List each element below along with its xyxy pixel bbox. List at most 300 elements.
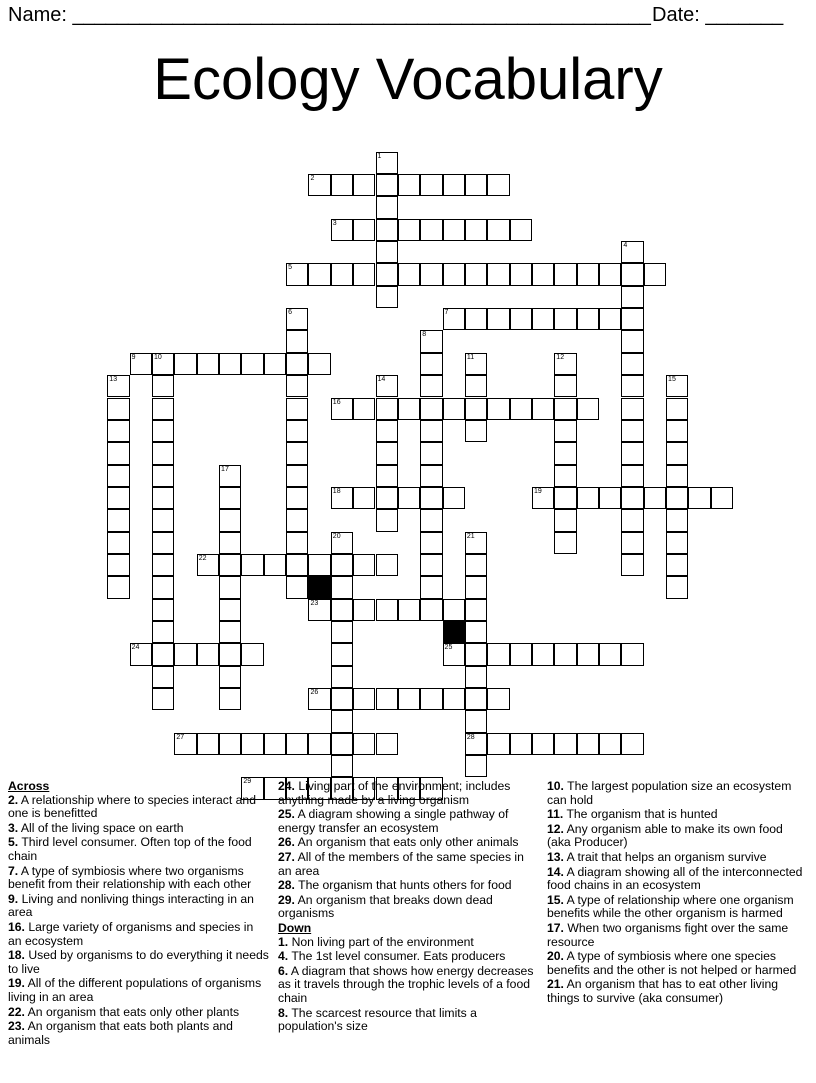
crossword-cell[interactable]	[219, 532, 241, 554]
crossword-cell[interactable]	[286, 263, 308, 285]
crossword-cell[interactable]	[353, 733, 375, 755]
clue-item-text: The organism that hunts others for food	[298, 878, 512, 893]
crossword-cell[interactable]	[666, 375, 688, 397]
crossword-cell[interactable]	[376, 465, 398, 487]
clue-item-number: 9.	[8, 891, 19, 906]
crossword-cell[interactable]	[487, 263, 509, 285]
crossword-cell[interactable]	[487, 398, 509, 420]
crossword-cell[interactable]	[420, 576, 442, 598]
crossword-cell[interactable]	[264, 733, 286, 755]
crossword-cell[interactable]	[286, 353, 308, 375]
crossword-cell[interactable]	[286, 487, 308, 509]
crossword-cell[interactable]	[599, 733, 621, 755]
crossword-cell[interactable]	[152, 666, 174, 688]
crossword-cell[interactable]	[174, 353, 196, 375]
crossword-cell[interactable]	[152, 487, 174, 509]
crossword-cell[interactable]	[152, 532, 174, 554]
clue-item-text: All of the members of the same species in an area	[278, 849, 524, 878]
crossword-cell[interactable]	[264, 353, 286, 375]
crossword-cell[interactable]	[376, 152, 398, 174]
crossword-cell[interactable]	[331, 755, 353, 777]
crossword-cell[interactable]	[621, 263, 643, 285]
crossword-cell[interactable]	[554, 398, 576, 420]
crossword-cell[interactable]	[554, 487, 576, 509]
crossword-cell[interactable]	[443, 263, 465, 285]
crossword-cell[interactable]	[107, 398, 129, 420]
crossword-cell[interactable]	[666, 465, 688, 487]
crossword-cell[interactable]	[420, 398, 442, 420]
crossword-cell[interactable]	[621, 398, 643, 420]
clue-number: 7	[444, 309, 449, 317]
crossword-cell[interactable]	[420, 174, 442, 196]
crossword-cell[interactable]	[152, 375, 174, 397]
clue-item-text: A trait that helps an organism survive	[566, 849, 767, 864]
crossword-cell[interactable]	[264, 554, 286, 576]
crossword-cell[interactable]	[331, 263, 353, 285]
crossword-cell[interactable]	[599, 308, 621, 330]
clue-number: 24	[131, 644, 140, 652]
crossword-cell[interactable]	[398, 688, 420, 710]
crossword-cell[interactable]	[532, 308, 554, 330]
crossword-cell[interactable]	[487, 643, 509, 665]
crossword-cell[interactable]	[353, 219, 375, 241]
crossword-cell[interactable]	[331, 733, 353, 755]
crossword-cell[interactable]	[398, 599, 420, 621]
crossword-cell[interactable]	[152, 621, 174, 643]
crossword-cell[interactable]	[107, 465, 129, 487]
crossword-cell[interactable]	[420, 532, 442, 554]
crossword-cell[interactable]	[532, 643, 554, 665]
crossword-cell[interactable]	[241, 643, 263, 665]
crossword-cell[interactable]	[398, 398, 420, 420]
clue-item-text: Living and nonliving things interacting in an area	[8, 891, 254, 920]
crossword-cell[interactable]	[286, 465, 308, 487]
crossword-cell[interactable]	[532, 487, 554, 509]
crossword-cell[interactable]	[420, 599, 442, 621]
clue-item-number: 27.	[278, 849, 295, 864]
crossword-cell[interactable]	[420, 375, 442, 397]
crossword-cell[interactable]	[197, 554, 219, 576]
crossword-cell[interactable]	[666, 554, 688, 576]
crossword-cell[interactable]	[152, 599, 174, 621]
crossword-cell[interactable]	[286, 554, 308, 576]
crossword-cell[interactable]	[308, 554, 330, 576]
crossword-cell[interactable]	[331, 666, 353, 688]
clue-number: 12	[556, 353, 565, 361]
clue-item	[547, 780, 809, 807]
clue-item	[547, 808, 809, 822]
crossword-cell[interactable]	[219, 666, 241, 688]
crossword-cell[interactable]	[152, 643, 174, 665]
crossword-cell[interactable]	[152, 576, 174, 598]
crossword-cell[interactable]	[621, 733, 643, 755]
crossword-cell[interactable]	[554, 509, 576, 531]
clue-item-number: 3.	[8, 820, 19, 835]
crossword-cell[interactable]	[621, 465, 643, 487]
crossword-cell[interactable]	[554, 420, 576, 442]
crossword-cell[interactable]	[420, 263, 442, 285]
crossword-cell[interactable]	[443, 219, 465, 241]
crossword-cell[interactable]	[666, 487, 688, 509]
crossword-cell[interactable]	[577, 308, 599, 330]
crossword-cell[interactable]	[219, 688, 241, 710]
down-heading: Down	[278, 920, 312, 935]
crossword-cell[interactable]	[420, 487, 442, 509]
crossword-cell[interactable]	[554, 308, 576, 330]
crossword-cell[interactable]	[219, 465, 241, 487]
crossword-cell[interactable]	[219, 353, 241, 375]
crossword-cell[interactable]	[219, 554, 241, 576]
crossword-cell[interactable]	[376, 263, 398, 285]
crossword-cell[interactable]	[621, 420, 643, 442]
crossword-cell[interactable]	[107, 532, 129, 554]
crossword-cell[interactable]	[487, 219, 509, 241]
crossword-cell[interactable]	[286, 442, 308, 464]
crossword-cell[interactable]	[621, 509, 643, 531]
crossword-cell[interactable]	[398, 174, 420, 196]
crossword-cell[interactable]	[241, 733, 263, 755]
crossword-cell[interactable]	[420, 353, 442, 375]
crossword-cell[interactable]	[376, 174, 398, 196]
crossword-cell[interactable]	[308, 688, 330, 710]
crossword-cell[interactable]	[398, 219, 420, 241]
crossword-cell[interactable]	[465, 375, 487, 397]
crossword-cell[interactable]	[577, 263, 599, 285]
clue-number: 4	[623, 242, 628, 250]
crossword-cell[interactable]	[666, 509, 688, 531]
crossword-cell[interactable]	[420, 465, 442, 487]
crossword-cell[interactable]	[465, 599, 487, 621]
crossword-cell[interactable]	[621, 554, 643, 576]
crossword-cell[interactable]	[554, 733, 576, 755]
crossword-cell[interactable]	[353, 688, 375, 710]
crossword-cell[interactable]	[107, 487, 129, 509]
crossword-cell[interactable]	[599, 263, 621, 285]
crossword-cell[interactable]	[376, 286, 398, 308]
crossword-cell[interactable]	[420, 554, 442, 576]
clue-item	[547, 823, 809, 850]
crossword-cell[interactable]	[376, 398, 398, 420]
crossword-cell[interactable]	[465, 688, 487, 710]
crossword-cell[interactable]	[666, 576, 688, 598]
crossword-cell[interactable]	[376, 420, 398, 442]
crossword-cell[interactable]	[308, 733, 330, 755]
crossword-cell[interactable]	[465, 532, 487, 554]
crossword-cell[interactable]	[465, 420, 487, 442]
crossword-cell[interactable]	[376, 241, 398, 263]
clue-column-1	[8, 780, 270, 1048]
crossword-cell[interactable]	[487, 308, 509, 330]
crossword-cell[interactable]	[487, 174, 509, 196]
crossword-cell[interactable]	[465, 621, 487, 643]
crossword-cell[interactable]	[443, 487, 465, 509]
crossword-cell[interactable]	[308, 353, 330, 375]
crossword-cell[interactable]	[465, 308, 487, 330]
crossword-cell[interactable]	[219, 487, 241, 509]
crossword-cell[interactable]	[376, 196, 398, 218]
crossword-cell[interactable]	[197, 643, 219, 665]
crossword-cell[interactable]	[219, 643, 241, 665]
crossword-cell[interactable]	[621, 442, 643, 464]
crossword-cell[interactable]	[331, 554, 353, 576]
crossword-cell[interactable]	[443, 688, 465, 710]
crossword-cell[interactable]	[152, 420, 174, 442]
crossword-cell[interactable]	[443, 398, 465, 420]
crossword-cell[interactable]	[465, 263, 487, 285]
clue-item-number: 24.	[278, 779, 295, 793]
crossword-cell[interactable]	[308, 263, 330, 285]
crossword-cell[interactable]	[554, 465, 576, 487]
crossword-cell[interactable]	[286, 375, 308, 397]
crossword-cell[interactable]	[443, 599, 465, 621]
crossword-cell[interactable]	[174, 733, 196, 755]
crossword-cell[interactable]	[152, 465, 174, 487]
black-square	[443, 621, 465, 643]
clue-item-text: Large variety of organisms and species in an ecosystem	[8, 919, 254, 948]
crossword-cell[interactable]	[621, 241, 643, 263]
clue-item	[8, 977, 270, 1004]
clue-number: 17	[221, 465, 229, 473]
clue-item-number: 13.	[547, 849, 564, 864]
clue-item	[8, 836, 270, 863]
crossword-cell[interactable]	[308, 174, 330, 196]
crossword-cell[interactable]	[107, 442, 129, 464]
clue-number: 23	[310, 599, 319, 607]
black-square	[308, 576, 330, 598]
crossword-cell[interactable]	[286, 308, 308, 330]
crossword-cell[interactable]	[107, 420, 129, 442]
crossword-cell[interactable]	[219, 509, 241, 531]
crossword-cell[interactable]	[331, 710, 353, 732]
crossword-cell[interactable]	[331, 599, 353, 621]
crossword-cell[interactable]	[331, 576, 353, 598]
crossword-cell[interactable]	[152, 554, 174, 576]
crossword-cell[interactable]	[621, 375, 643, 397]
crossword-cell[interactable]	[554, 643, 576, 665]
crossword-cell[interactable]	[554, 532, 576, 554]
clue-number: 5	[288, 264, 292, 272]
crossword-cell[interactable]	[152, 398, 174, 420]
crossword-cell[interactable]	[308, 599, 330, 621]
crossword-cell[interactable]	[621, 532, 643, 554]
across-heading: Across	[8, 779, 50, 793]
clue-number: 15	[668, 376, 676, 384]
crossword-cell[interactable]	[554, 263, 576, 285]
crossword-cell[interactable]	[532, 263, 554, 285]
crossword-cell[interactable]	[510, 219, 532, 241]
crossword-cell[interactable]	[376, 375, 398, 397]
clue-item	[278, 950, 536, 964]
crossword-cell[interactable]	[376, 554, 398, 576]
crossword-cell[interactable]	[331, 487, 353, 509]
crossword-cell[interactable]	[286, 532, 308, 554]
clue-item-number: 19.	[8, 976, 25, 991]
crossword-cell[interactable]	[487, 688, 509, 710]
crossword-cell[interactable]	[465, 710, 487, 732]
crossword-cell[interactable]	[331, 398, 353, 420]
crossword-cell[interactable]	[465, 353, 487, 375]
crossword-cell[interactable]	[554, 353, 576, 375]
crossword-cell[interactable]	[331, 643, 353, 665]
crossword-cell[interactable]	[532, 398, 554, 420]
clue-item	[8, 893, 270, 920]
clue-item-text: The scarcest resource that limits a population's size	[278, 1005, 477, 1034]
clue-item-text: The 1st level consumer. Eats producers	[291, 949, 506, 964]
crossword-cell[interactable]	[331, 688, 353, 710]
crossword-cell[interactable]	[621, 308, 643, 330]
crossword-cell[interactable]	[107, 554, 129, 576]
crossword-cell[interactable]	[621, 353, 643, 375]
clue-item	[8, 921, 270, 948]
crossword-cell[interactable]	[443, 308, 465, 330]
crossword-cell[interactable]	[152, 442, 174, 464]
crossword-cell[interactable]	[510, 643, 532, 665]
crossword-cell[interactable]	[286, 576, 308, 598]
crossword-cell[interactable]	[241, 554, 263, 576]
crossword-cell[interactable]	[554, 375, 576, 397]
crossword-cell[interactable]	[666, 420, 688, 442]
crossword-cell[interactable]	[420, 442, 442, 464]
crossword-cell[interactable]	[420, 330, 442, 352]
crossword-cell[interactable]	[398, 263, 420, 285]
crossword-cell[interactable]	[487, 733, 509, 755]
clue-item-number: 4.	[278, 949, 289, 964]
crossword-cell[interactable]	[152, 688, 174, 710]
clue-number: 6	[288, 309, 292, 317]
crossword-cell[interactable]	[174, 643, 196, 665]
crossword-cell[interactable]	[554, 442, 576, 464]
crossword-cell[interactable]	[465, 576, 487, 598]
crossword-cell[interactable]	[152, 509, 174, 531]
clue-item-number: 22.	[8, 1004, 25, 1019]
crossword-cell[interactable]	[130, 643, 152, 665]
crossword-cell[interactable]	[219, 621, 241, 643]
crossword-cell[interactable]	[376, 599, 398, 621]
crossword-cell[interactable]	[241, 353, 263, 375]
crossword-cell[interactable]	[621, 487, 643, 509]
crossword-cell[interactable]	[711, 487, 733, 509]
crossword-cell[interactable]	[398, 487, 420, 509]
crossword-cell[interactable]	[666, 398, 688, 420]
crossword-cell[interactable]	[577, 733, 599, 755]
crossword-cell[interactable]	[376, 487, 398, 509]
crossword-cell[interactable]	[107, 509, 129, 531]
crossword-cell[interactable]	[599, 487, 621, 509]
clue-item	[278, 894, 536, 921]
crossword-cell[interactable]	[331, 219, 353, 241]
clue-item-text: A diagram showing all of the interconnected food chains in an ecosystem	[547, 864, 803, 893]
crossword-cell[interactable]	[376, 509, 398, 531]
crossword-cell[interactable]	[443, 643, 465, 665]
crossword-cell[interactable]	[107, 576, 129, 598]
crossword-cell[interactable]	[577, 643, 599, 665]
crossword-cell[interactable]	[532, 733, 554, 755]
crossword-cell[interactable]	[420, 509, 442, 531]
crossword-cell[interactable]	[577, 398, 599, 420]
crossword-cell[interactable]	[286, 330, 308, 352]
crossword-cell[interactable]	[376, 688, 398, 710]
crossword-cell[interactable]	[197, 353, 219, 375]
crossword-cell[interactable]	[219, 576, 241, 598]
crossword-cell[interactable]	[219, 733, 241, 755]
crossword-cell[interactable]	[152, 353, 174, 375]
clue-item-text: An organism that eats only other animals	[297, 835, 519, 850]
crossword-cell[interactable]	[510, 308, 532, 330]
crossword-cell[interactable]	[420, 420, 442, 442]
crossword-cell[interactable]	[644, 263, 666, 285]
clue-item-number: 14.	[547, 864, 564, 879]
crossword-cell[interactable]	[353, 487, 375, 509]
clue-item-number: 12.	[547, 821, 564, 836]
crossword-cell[interactable]	[465, 755, 487, 777]
clue-item-text: An organism that breaks down dead organisms	[278, 892, 493, 921]
clue-item-text: A type of symbiosis where one species benefits and the other is not helped or harmed	[547, 949, 797, 977]
clue-item	[547, 950, 809, 977]
crossword-cell[interactable]	[376, 442, 398, 464]
clue-item	[547, 922, 809, 949]
crossword-cell[interactable]	[666, 532, 688, 554]
crossword-cell[interactable]	[510, 398, 532, 420]
crossword-cell[interactable]	[420, 219, 442, 241]
crossword-cell[interactable]	[286, 509, 308, 531]
crossword-cell[interactable]	[331, 621, 353, 643]
crossword-cell[interactable]	[666, 442, 688, 464]
crossword-cell[interactable]	[621, 643, 643, 665]
crossword-cell[interactable]	[465, 643, 487, 665]
crossword-cell[interactable]	[130, 353, 152, 375]
crossword-cell[interactable]	[353, 599, 375, 621]
date-field-label: Date: _______	[652, 4, 784, 26]
clue-item	[278, 851, 536, 878]
crossword-cell[interactable]	[644, 487, 666, 509]
crossword-cell[interactable]	[331, 174, 353, 196]
crossword-cell[interactable]	[465, 666, 487, 688]
crossword-cell[interactable]	[688, 487, 710, 509]
crossword-cell[interactable]	[465, 554, 487, 576]
crossword-cell[interactable]	[286, 420, 308, 442]
crossword-cell[interactable]	[465, 733, 487, 755]
crossword-cell[interactable]	[353, 263, 375, 285]
clue-item-number: 28.	[278, 878, 295, 893]
crossword-cell[interactable]	[286, 398, 308, 420]
crossword-cell[interactable]	[197, 733, 219, 755]
crossword-cell[interactable]	[465, 174, 487, 196]
crossword-cell[interactable]	[510, 733, 532, 755]
crossword-cell[interactable]	[376, 733, 398, 755]
crossword-cell[interactable]	[331, 532, 353, 554]
crossword-cell[interactable]	[465, 398, 487, 420]
crossword-cell[interactable]	[353, 174, 375, 196]
crossword-cell[interactable]	[219, 599, 241, 621]
crossword-cell[interactable]	[621, 330, 643, 352]
crossword-cell[interactable]	[510, 263, 532, 285]
clue-item-text: When two organisms fight over the same resource	[547, 920, 789, 949]
crossword-cell[interactable]	[599, 643, 621, 665]
crossword-cell[interactable]	[286, 733, 308, 755]
crossword-cell[interactable]	[376, 219, 398, 241]
crossword-cell[interactable]	[107, 375, 129, 397]
clue-number: 25	[444, 644, 453, 652]
crossword-cell[interactable]	[465, 219, 487, 241]
clue-number: 26	[310, 689, 319, 697]
clue-item	[547, 978, 809, 1005]
crossword-cell[interactable]	[621, 286, 643, 308]
crossword-cell[interactable]	[353, 398, 375, 420]
crossword-cell[interactable]	[420, 688, 442, 710]
crossword-cell[interactable]	[353, 554, 375, 576]
crossword-cell[interactable]	[577, 487, 599, 509]
crossword-cell[interactable]	[443, 174, 465, 196]
